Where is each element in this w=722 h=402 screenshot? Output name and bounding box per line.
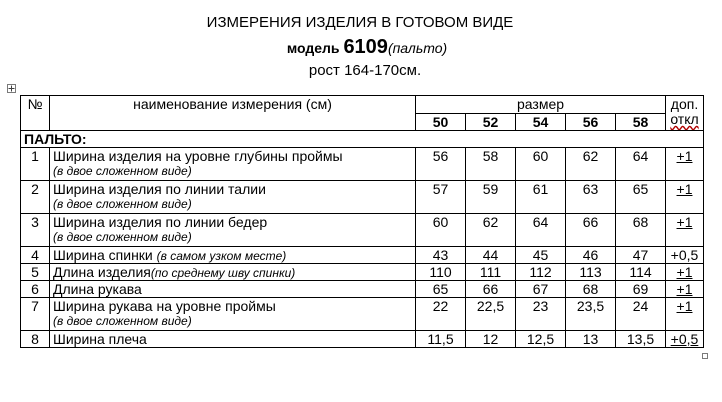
section-filler: [416, 131, 704, 148]
value-cell: 13,5: [616, 331, 666, 348]
table-row: [21, 214, 704, 247]
value-cell: 113: [566, 264, 616, 281]
measurements-table: [20, 95, 704, 348]
row-inline-note: (в самом узком месте): [156, 249, 287, 263]
header-num: №: [21, 96, 50, 131]
value-cell: 12: [466, 331, 516, 348]
row-note: (в двое сложенном виде): [53, 164, 192, 178]
value-cell: 56: [416, 148, 466, 181]
value-cell: 44: [466, 247, 516, 264]
row-number: 4: [21, 247, 50, 264]
document-title: ИЗМЕРЕНИЯ ИЗДЕЛИЯ В ГОТОВОМ ВИДЕ: [206, 14, 514, 31]
value-cell: 43: [416, 247, 466, 264]
row-name: [50, 264, 416, 281]
value-cell: 23: [516, 298, 566, 331]
value-cell: 65: [616, 181, 666, 214]
row-name-text: Ширина изделия на уровне глубины проймы: [53, 148, 343, 164]
tolerance-cell: +1: [666, 181, 704, 214]
value-cell: 58: [466, 148, 516, 181]
header-size: размер: [416, 96, 666, 114]
value-cell: 63: [566, 181, 616, 214]
header-tolerance-1: доп.: [670, 96, 699, 112]
table-row: [21, 298, 704, 331]
value-cell: 67: [516, 281, 566, 298]
value-cell: 66: [566, 214, 616, 247]
row-name: [50, 247, 416, 264]
row-number: 1: [21, 148, 50, 181]
tolerance-cell: +1: [666, 264, 704, 281]
value-cell: 59: [466, 181, 516, 214]
row-name: [50, 298, 416, 331]
size-cell: 50: [416, 114, 466, 131]
tolerance-cell: +0,5: [666, 331, 704, 348]
row-note: (в двое сложенном виде): [53, 314, 192, 328]
value-cell: 64: [616, 148, 666, 181]
value-cell: 68: [616, 214, 666, 247]
row-name-text: Ширина плеча: [53, 331, 147, 347]
size-cell: 52: [466, 114, 516, 131]
row-name: [50, 281, 416, 298]
header-tolerance: [666, 96, 704, 131]
table-row: [21, 181, 704, 214]
size-cell: 56: [566, 114, 616, 131]
row-inline-note: (по среднему шву спинки): [150, 266, 296, 280]
value-cell: 111: [466, 264, 516, 281]
value-cell: 68: [566, 281, 616, 298]
tolerance-cell: +0,5: [666, 247, 704, 264]
row-note: (в двое сложенном виде): [53, 230, 192, 244]
header-name: наименование измерения (см): [50, 96, 416, 131]
row-number: 8: [21, 331, 50, 348]
row-name-text: Ширина изделия по линии талии: [53, 181, 266, 197]
model-label: модель: [286, 40, 340, 56]
row-name: [50, 331, 416, 348]
tolerance-cell: +1: [666, 148, 704, 181]
row-note: (в двое сложенном виде): [53, 197, 192, 211]
section-title: ПАЛЬТО:: [21, 131, 416, 148]
row-name-text: Длина рукава: [53, 281, 142, 297]
value-cell: 112: [516, 264, 566, 281]
value-cell: 24: [616, 298, 666, 331]
height-range: рост 164-170см.: [308, 62, 422, 79]
value-cell: 22,5: [466, 298, 516, 331]
value-cell: 62: [566, 148, 616, 181]
value-cell: 64: [516, 214, 566, 247]
row-number: 2: [21, 181, 50, 214]
value-cell: 114: [616, 264, 666, 281]
value-cell: 60: [516, 148, 566, 181]
row-number: 3: [21, 214, 50, 247]
value-cell: 11,5: [416, 331, 466, 348]
tolerance-cell: +1: [666, 298, 704, 331]
value-cell: 57: [416, 181, 466, 214]
row-name-text: Ширина рукава на уровне проймы: [53, 298, 276, 314]
table-row: [21, 148, 704, 181]
tolerance-cell: +1: [666, 281, 704, 298]
size-cell: 54: [516, 114, 566, 131]
row-name-text: Ширина изделия по линии бедер: [53, 214, 268, 230]
value-cell: 69: [616, 281, 666, 298]
row-name-text: Ширина спинки: [53, 247, 153, 263]
size-cell: 58: [616, 114, 666, 131]
model-number: 6109: [343, 36, 388, 58]
table-move-handle-icon[interactable]: [7, 84, 16, 93]
table-row: [21, 331, 704, 348]
row-name: [50, 148, 416, 181]
value-cell: 62: [466, 214, 516, 247]
row-number: 7: [21, 298, 50, 331]
value-cell: 61: [516, 181, 566, 214]
model-type: (пальто): [387, 40, 448, 56]
row-number: 5: [21, 264, 50, 281]
header-tolerance-2: откл: [670, 111, 699, 127]
value-cell: 47: [616, 247, 666, 264]
table-row: [21, 247, 704, 264]
value-cell: 45: [516, 247, 566, 264]
value-cell: 66: [466, 281, 516, 298]
value-cell: 110: [416, 264, 466, 281]
table-row: [21, 281, 704, 298]
value-cell: 13: [566, 331, 616, 348]
value-cell: 60: [416, 214, 466, 247]
row-name: [50, 214, 416, 247]
row-name-text: Длина изделия: [53, 264, 151, 280]
model-line: [6, 36, 722, 59]
table-resize-handle[interactable]: [702, 353, 708, 359]
value-cell: 22: [416, 298, 466, 331]
tolerance-cell: +1: [666, 214, 704, 247]
value-cell: 46: [566, 247, 616, 264]
value-cell: 65: [416, 281, 466, 298]
value-cell: 12,5: [516, 331, 566, 348]
row-number: 6: [21, 281, 50, 298]
row-name: [50, 181, 416, 214]
value-cell: 23,5: [566, 298, 616, 331]
table-row: [21, 264, 704, 281]
